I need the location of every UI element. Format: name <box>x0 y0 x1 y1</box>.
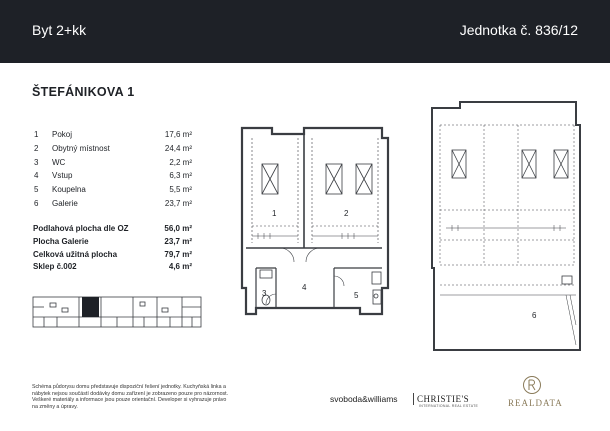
address-title: ŠTEFÁNIKOVA 1 <box>32 85 135 99</box>
room-area: 23,7 m² <box>164 198 192 208</box>
realdata-logo: REALDATA <box>508 398 563 408</box>
room-row <box>32 199 194 213</box>
unit-type: Byt 2+kk <box>32 22 87 38</box>
room-label-1: 1 <box>272 209 277 218</box>
floor-plan-gallery <box>426 100 586 358</box>
logo-divider <box>413 393 414 405</box>
summary-row <box>32 262 194 275</box>
room-name: WC <box>52 157 66 167</box>
header-bar <box>0 0 610 63</box>
room-label-3: 3 <box>262 289 267 298</box>
room-area: 5,5 m² <box>169 185 192 195</box>
room-row <box>32 130 194 144</box>
summary-row <box>32 250 194 263</box>
room-row <box>32 171 194 185</box>
room-number: 1 <box>34 130 39 139</box>
room-row <box>32 185 194 199</box>
disclaimer-text: Schéma půdorysu domu představuje dispoziční řešení jednotky. Kuchyňská linka a nábytek nejsou součástí dodávky domu zařízení je zobrazeno pouze pro názornost. Veškeré materiály a informace jsou pouze orientační. Developer si vyhrazuje právo na změny a úpravy. <box>32 384 229 410</box>
summary-row <box>32 224 194 237</box>
summary-row <box>32 237 194 250</box>
room-area: 17,6 m² <box>164 130 192 139</box>
room-number: 3 <box>34 157 39 167</box>
room-name: Koupelna <box>52 185 86 195</box>
key-plan <box>32 294 204 330</box>
christies-logo: CHRISTIE'S <box>417 394 470 404</box>
room-number: 2 <box>34 143 39 153</box>
summary-value: 79,7 m² <box>164 249 192 259</box>
room-list <box>32 130 194 213</box>
summary-value: 56,0 m² <box>164 224 192 233</box>
room-area: 2,2 m² <box>169 157 192 167</box>
room-number: 5 <box>34 185 39 195</box>
summary-value: 23,7 m² <box>164 236 192 246</box>
area-summary <box>32 224 194 275</box>
room-row <box>32 158 194 172</box>
room-name: Vstup <box>52 171 73 181</box>
unit-number: Jednotka č. 836/12 <box>459 22 578 38</box>
summary-label: Celková užitná plocha <box>33 249 118 259</box>
room-area: 24,4 m² <box>164 143 192 153</box>
room-name: Pokoj <box>52 130 73 139</box>
room-label-6: 6 <box>532 311 537 320</box>
room-name: Obytný místnost <box>52 143 110 153</box>
realdata-emblem-icon <box>522 375 542 395</box>
room-row <box>32 144 194 158</box>
room-label-2: 2 <box>344 209 349 218</box>
summary-value: 4,6 m² <box>168 262 192 272</box>
christies-subtitle: INTERNATIONAL REAL ESTATE <box>419 404 479 408</box>
room-area: 6,3 m² <box>169 171 192 181</box>
svoboda-williams-logo: svoboda&williams <box>330 394 398 404</box>
summary-label: Podlahová plocha dle OZ <box>33 224 129 233</box>
room-label-5: 5 <box>354 291 359 300</box>
room-label-4: 4 <box>302 283 307 292</box>
room-number: 4 <box>34 171 39 181</box>
floor-plan-main <box>232 118 402 323</box>
summary-label: Sklep č.002 <box>33 262 77 272</box>
summary-label: Plocha Galerie <box>33 236 89 246</box>
room-name: Galerie <box>52 198 78 208</box>
unit-highlight <box>82 297 99 317</box>
room-number: 6 <box>34 198 39 208</box>
